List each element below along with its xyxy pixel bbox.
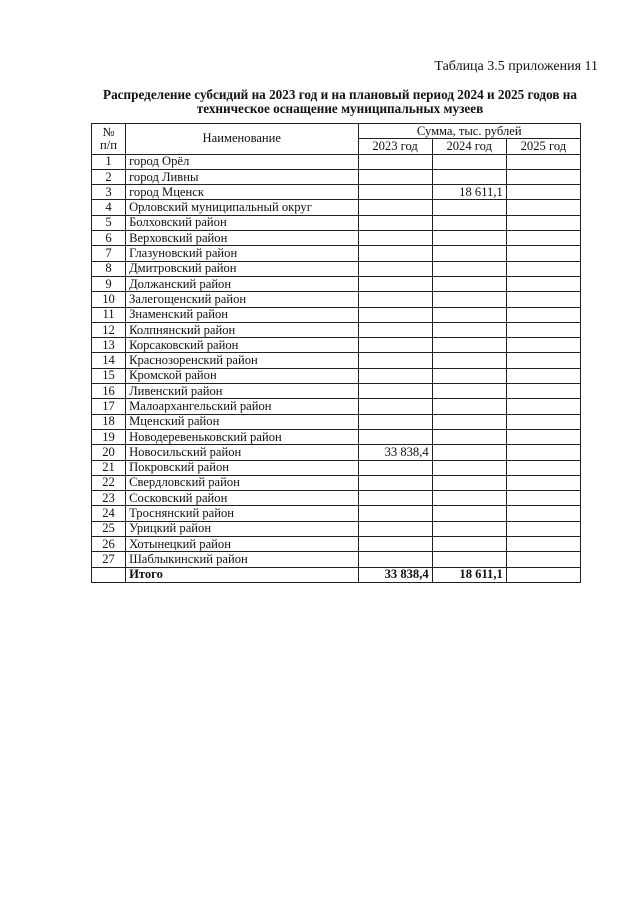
value-2025 [506, 185, 580, 200]
table-header [92, 124, 581, 155]
value-2024 [432, 200, 506, 215]
row-number: 8 [92, 261, 126, 276]
row-number: 4 [92, 200, 126, 215]
municipality-name: Мценский район [126, 414, 358, 429]
municipality-name: Болховский район [126, 215, 358, 230]
table-row [92, 445, 581, 460]
municipality-name: Корсаковский район [126, 338, 358, 353]
table-row [92, 292, 581, 307]
municipality-name: Дмитровский район [126, 261, 358, 276]
value-2024 [432, 552, 506, 567]
municipality-name: Орловский муниципальный округ [126, 200, 358, 215]
value-2023 [358, 231, 432, 246]
municipality-name: Новосильский район [126, 445, 358, 460]
municipality-name: Знаменский район [126, 307, 358, 322]
row-number: 22 [92, 475, 126, 490]
total-2025-value [506, 567, 580, 582]
value-2023 [358, 475, 432, 490]
value-2025 [506, 307, 580, 322]
value-2025 [506, 414, 580, 429]
row-number: 13 [92, 338, 126, 353]
value-2025 [506, 215, 580, 230]
municipality-name: Новодеревеньковский район [126, 429, 358, 444]
header-number-abbrev: п/п [100, 137, 118, 152]
header-year-2024: 2024 год [432, 139, 506, 154]
value-2023 [358, 261, 432, 276]
value-2024 [432, 322, 506, 337]
table-row [92, 261, 581, 276]
table-row [92, 276, 581, 291]
value-2023: 33 838,4 [358, 445, 432, 460]
table-row [92, 552, 581, 567]
row-number: 12 [92, 322, 126, 337]
row-number: 3 [92, 185, 126, 200]
value-2023 [358, 399, 432, 414]
title-line-1: Распределение субсидий на 2023 год и на плановый период 2024 и 2025 годов на [103, 87, 577, 102]
total-row [92, 567, 581, 582]
value-2023 [358, 537, 432, 552]
value-2024 [432, 246, 506, 261]
table-row [92, 200, 581, 215]
municipality-name: город Орёл [126, 154, 358, 169]
value-2024 [432, 506, 506, 521]
municipality-name: Глазуновский район [126, 246, 358, 261]
value-2023 [358, 552, 432, 567]
header-row-1 [92, 124, 581, 139]
value-2025 [506, 246, 580, 261]
table-row [92, 231, 581, 246]
value-2024 [432, 307, 506, 322]
municipality-name: Кромской район [126, 368, 358, 383]
value-2025 [506, 552, 580, 567]
table-row [92, 353, 581, 368]
table-body [92, 154, 581, 567]
table-row [92, 384, 581, 399]
value-2024 [432, 460, 506, 475]
value-2024 [432, 521, 506, 536]
value-2023 [358, 169, 432, 184]
value-2023 [358, 154, 432, 169]
value-2023 [358, 307, 432, 322]
value-2024 [432, 399, 506, 414]
value-2025 [506, 200, 580, 215]
subsidy-table [91, 123, 581, 583]
value-2024 [432, 384, 506, 399]
value-2023 [358, 185, 432, 200]
header-year-2023: 2023 год [358, 139, 432, 154]
table-row [92, 399, 581, 414]
table-row [92, 506, 581, 521]
value-2025 [506, 231, 580, 246]
total-2023-value: 33 838,4 [358, 567, 432, 582]
row-number: 27 [92, 552, 126, 567]
table-row [92, 521, 581, 536]
value-2025 [506, 521, 580, 536]
value-2023 [358, 429, 432, 444]
value-2025 [506, 460, 580, 475]
row-number: 25 [92, 521, 126, 536]
value-2025 [506, 491, 580, 506]
table-row [92, 460, 581, 475]
value-2025 [506, 506, 580, 521]
table-row [92, 215, 581, 230]
value-2024 [432, 353, 506, 368]
value-2023 [358, 322, 432, 337]
value-2025 [506, 368, 580, 383]
municipality-name: Краснозоренский район [126, 353, 358, 368]
value-2025 [506, 353, 580, 368]
row-number: 1 [92, 154, 126, 169]
table-row [92, 414, 581, 429]
row-number: 7 [92, 246, 126, 261]
table-label: Таблица 3.5 приложения 11 [434, 59, 598, 74]
municipality-name: Колпнянский район [126, 322, 358, 337]
value-2024 [432, 261, 506, 276]
municipality-name: Малоархангельский район [126, 399, 358, 414]
row-number: 5 [92, 215, 126, 230]
total-number-cell [92, 567, 126, 582]
municipality-name: Покровский район [126, 460, 358, 475]
table-row [92, 322, 581, 337]
value-2025 [506, 475, 580, 490]
table-row [92, 246, 581, 261]
table-row [92, 338, 581, 353]
municipality-name: Верховский район [126, 231, 358, 246]
row-number: 16 [92, 384, 126, 399]
value-2024 [432, 276, 506, 291]
value-2025 [506, 429, 580, 444]
municipality-name: Троснянский район [126, 506, 358, 521]
table-row [92, 537, 581, 552]
row-number: 23 [92, 491, 126, 506]
value-2023 [358, 292, 432, 307]
municipality-name: город Ливны [126, 169, 358, 184]
value-2025 [506, 261, 580, 276]
value-2024 [432, 215, 506, 230]
value-2024 [432, 231, 506, 246]
header-number [92, 124, 126, 155]
municipality-name: Урицкий район [126, 521, 358, 536]
row-number: 21 [92, 460, 126, 475]
value-2024 [432, 537, 506, 552]
value-2024 [432, 491, 506, 506]
value-2023 [358, 276, 432, 291]
value-2024 [432, 338, 506, 353]
table-row [92, 307, 581, 322]
value-2025 [506, 169, 580, 184]
municipality-name: Должанский район [126, 276, 358, 291]
row-number: 17 [92, 399, 126, 414]
header-year-2025: 2025 год [506, 139, 580, 154]
header-sum: Сумма, тыс. рублей [358, 124, 580, 139]
value-2023 [358, 384, 432, 399]
row-number: 18 [92, 414, 126, 429]
value-2023 [358, 338, 432, 353]
table-row [92, 368, 581, 383]
value-2025 [506, 322, 580, 337]
value-2025 [506, 292, 580, 307]
row-number: 11 [92, 307, 126, 322]
table-row [92, 475, 581, 490]
table-footer [92, 567, 581, 582]
title-line-2: техническое оснащение муниципальных музеев [196, 101, 484, 116]
value-2024: 18 611,1 [432, 185, 506, 200]
row-number: 10 [92, 292, 126, 307]
value-2023 [358, 368, 432, 383]
row-number: 20 [92, 445, 126, 460]
value-2025 [506, 537, 580, 552]
municipality-name: Залегощенский район [126, 292, 358, 307]
table-row [92, 169, 581, 184]
value-2024 [432, 429, 506, 444]
value-2023 [358, 506, 432, 521]
table-row [92, 491, 581, 506]
value-2025 [506, 445, 580, 460]
row-number: 6 [92, 231, 126, 246]
header-name: Наименование [126, 124, 358, 155]
municipality-name: Шаблыкинский район [126, 552, 358, 567]
value-2024 [432, 154, 506, 169]
value-2023 [358, 200, 432, 215]
value-2025 [506, 338, 580, 353]
table-row [92, 154, 581, 169]
value-2024 [432, 414, 506, 429]
value-2023 [358, 215, 432, 230]
value-2023 [358, 521, 432, 536]
value-2023 [358, 460, 432, 475]
value-2025 [506, 384, 580, 399]
value-2023 [358, 353, 432, 368]
value-2024 [432, 292, 506, 307]
row-number: 2 [92, 169, 126, 184]
municipality-name: Хотынецкий район [126, 537, 358, 552]
row-number: 9 [92, 276, 126, 291]
table-row [92, 185, 581, 200]
municipality-name: Ливенский район [126, 384, 358, 399]
value-2024 [432, 445, 506, 460]
value-2024 [432, 475, 506, 490]
total-label: Итого [126, 567, 358, 582]
value-2024 [432, 169, 506, 184]
document-title [90, 88, 590, 116]
table-row [92, 429, 581, 444]
row-number: 15 [92, 368, 126, 383]
header-number-symbol: № [102, 124, 115, 139]
value-2023 [358, 491, 432, 506]
municipality-name: Свердловский район [126, 475, 358, 490]
value-2025 [506, 276, 580, 291]
value-2025 [506, 154, 580, 169]
municipality-name: город Мценск [126, 185, 358, 200]
value-2023 [358, 414, 432, 429]
row-number: 19 [92, 429, 126, 444]
row-number: 24 [92, 506, 126, 521]
total-2024-value: 18 611,1 [432, 567, 506, 582]
value-2025 [506, 399, 580, 414]
row-number: 26 [92, 537, 126, 552]
value-2023 [358, 246, 432, 261]
value-2024 [432, 368, 506, 383]
municipality-name: Сосковский район [126, 491, 358, 506]
row-number: 14 [92, 353, 126, 368]
